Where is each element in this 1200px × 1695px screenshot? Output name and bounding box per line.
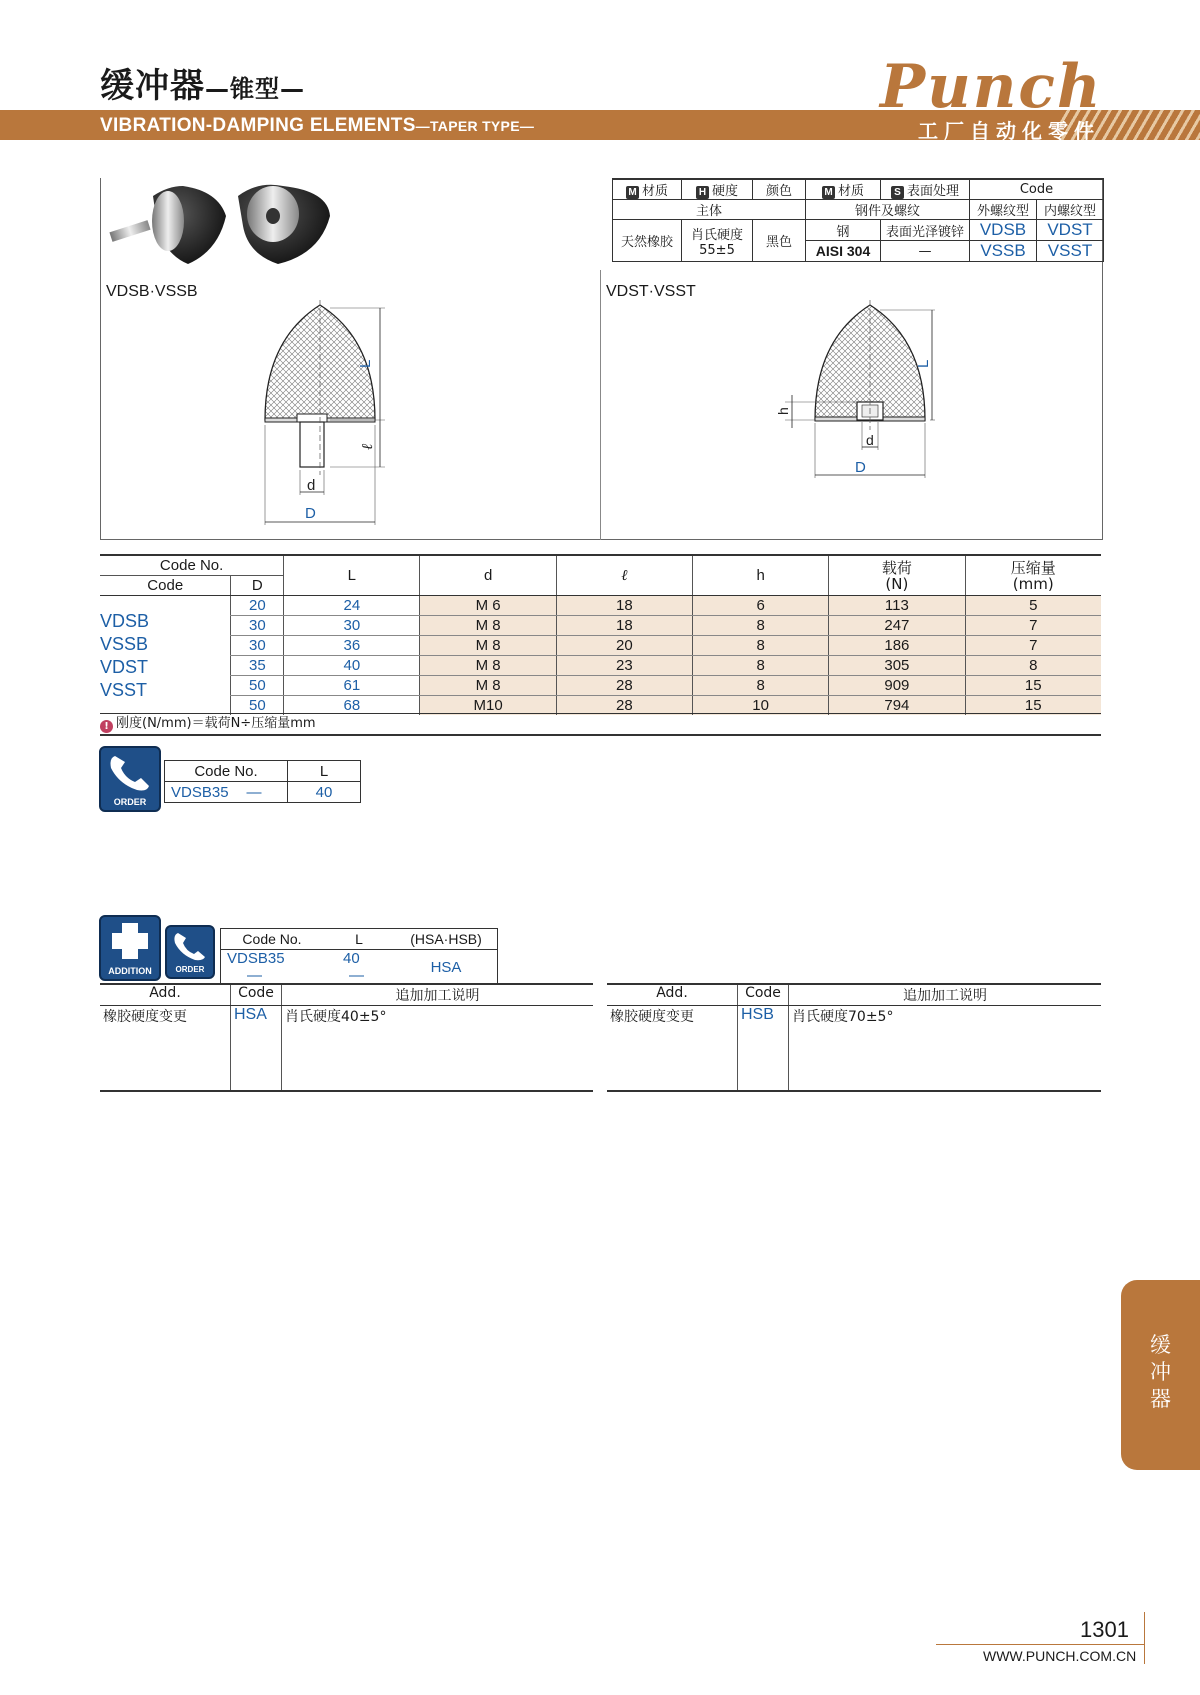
title-cn-sub: —锥型— [205,75,305,103]
website-url: WWW.PUNCH.COM.CN [983,1648,1137,1664]
dims-h-codeno: Code No. [100,555,284,576]
spec-sus: AISI 304 [806,241,881,262]
dims-h-h: h [693,555,829,596]
row-comp: 7 [965,636,1101,656]
spec-h-hardness: H 硬度 [682,179,753,200]
row-D: 30 [231,616,284,636]
row-L: 36 [284,636,420,656]
row-d: M 6 [420,596,556,616]
order-h-L: L [288,761,361,782]
dim-h-right: h [775,407,791,415]
row-L: 30 [284,616,420,636]
add-h-code: Code [231,984,282,1006]
product-photo [108,176,348,266]
order-icon-small [165,925,215,979]
brand-logo-subtitle: 工厂自动化零件 [918,119,1100,143]
title-en-main: VIBRATION-DAMPING ELEMENTS [100,115,416,136]
addition-icon-label: ADDITION [108,966,152,976]
row-L: 61 [284,676,420,696]
spec-h-code: Code [970,179,1104,200]
figure-divider [600,270,601,540]
order-icon-label: ORDER [113,797,147,807]
addition-order-table [220,928,498,985]
row-h: 8 [693,656,829,676]
dim-D-left: D [305,505,316,522]
add-order-L: 40— [323,950,395,985]
code-vdsb: VDSB [100,610,150,631]
side-tab-char: 器 [1150,1387,1171,1411]
row-l: 20 [556,636,692,656]
external-thread-damper-image [109,186,226,264]
row-load: 794 [829,696,965,716]
side-tab-char: 冲 [1150,1360,1171,1384]
row-load: 186 [829,636,965,656]
row-load: 909 [829,676,965,696]
row-L: 68 [284,696,420,716]
brand-logo: Punch [880,52,1103,122]
dims-h-L: L [284,555,420,596]
spec-int-thread: 内螺纹型 [1037,200,1104,220]
add-h-add: Add. [100,984,231,1006]
add-order-h-L: L [323,929,395,950]
add-order-h-codeno: Code No. [221,929,324,950]
spec-code-vdst: VDST [1037,220,1104,241]
spec-h-color: 颜色 [753,179,806,200]
row-l: 18 [556,596,692,616]
code-vdst: VDST [100,656,149,677]
row-comp: 7 [965,616,1101,636]
row-l: 28 [556,676,692,696]
plus-icon [101,917,159,963]
spec-code-vdsb: VDSB [970,220,1037,241]
row-l: 18 [556,616,692,636]
order-icon [99,746,161,812]
order-example-table [164,760,361,803]
row-d: M 8 [420,656,556,676]
title-cn: 缓冲器 [100,66,205,106]
title-en-sub: —TAPER TYPE— [415,118,535,134]
order-code: VDSB35 — [165,782,288,803]
row-D: 20 [231,596,284,616]
addition-icon [99,915,161,981]
row-D: 30 [231,636,284,656]
dims-h-load: 载荷 (N) [829,555,965,596]
row-D: 35 [231,656,284,676]
add-h-desc: 追加加工说明 [789,984,1102,1006]
dims-h-l: ℓ [556,555,692,596]
material-badge-2: M [822,186,835,199]
row-L: 40 [284,656,420,676]
spec-h-material2: M 材质 [806,179,881,200]
page-number: 1301 [1080,1617,1129,1642]
row-h: 6 [693,596,829,616]
row-load: 247 [829,616,965,636]
row-comp: 15 [965,676,1101,696]
spec-plating: 表面光泽镀锌 [881,220,970,241]
row-L: 24 [284,596,420,616]
spec-code-vssb: VSSB [970,241,1037,262]
dims-h-d: d [420,555,556,596]
addition-table-left [100,983,593,1092]
figure-label-internal: VDST·VSST [606,283,696,300]
figure-label-external: VDSB·VSSB [106,283,198,300]
add-item: 橡胶硬度变更 [607,1006,738,1092]
material-spec-table [612,178,1104,262]
spec-rubber: 天然橡胶 [613,220,682,262]
row-d: M10 [420,696,556,716]
spec-h-material: M 材质 [613,179,682,200]
add-item: 橡胶硬度变更 [100,1006,231,1092]
internal-thread-damper-image [238,185,330,264]
row-load: 305 [829,656,965,676]
dimension-table [100,554,1101,715]
note-text: 刚度(N/mm)＝载荷N÷压缩量mm [116,716,316,731]
spec-code-vsst: VSST [1037,241,1104,262]
add-h-code: Code [738,984,789,1006]
add-code-hsb: HSB [738,1006,789,1092]
dim-L-right: L [915,359,932,368]
row-d: M 8 [420,636,556,656]
add-desc: 肖氏硬度40±5° [282,1006,594,1092]
category-side-tab [1121,1280,1200,1470]
code-vssb: VSSB [100,633,149,654]
add-order-hs: HSA [395,950,498,985]
drawing-internal-thread [770,300,950,490]
row-comp: 15 [965,696,1101,716]
spec-main-body: 主体 [613,200,806,220]
spec-h-surface: S 表面处理 [881,179,970,200]
drawing-external-thread [250,300,400,530]
info-icon: ! [100,720,113,733]
dims-h-comp: 压缩量 (mm) [965,555,1101,596]
dims-h-code: Code [100,576,231,596]
spec-steel-thread: 钢件及螺纹 [806,200,970,220]
row-load: 113 [829,596,965,616]
dims-h-D: D [231,576,284,596]
spec-dash: — [881,241,970,262]
row-d: M 8 [420,676,556,696]
order-L: 40 [288,782,361,803]
row-d: M 8 [420,616,556,636]
title-en [100,115,534,137]
phone-icon [101,748,159,796]
order-h-codeno: Code No. [165,761,288,782]
row-h: 10 [693,696,829,716]
footer-line [936,1644,1144,1645]
add-h-add: Add. [607,984,738,1006]
row-h: 8 [693,636,829,656]
spec-color: 黑色 [753,220,806,262]
add-order-h-hs: (HSA·HSB) [395,929,498,950]
dims-code-list [100,596,231,716]
row-comp: 5 [965,596,1101,616]
material-badge: M [626,186,639,199]
stiffness-note [100,713,1101,736]
spec-hardness: 肖氏硬度 55±5 [682,220,753,262]
row-D: 50 [231,696,284,716]
phone-icon [167,927,213,963]
add-h-desc: 追加加工说明 [282,984,594,1006]
code-vsst: VSST [100,679,148,700]
row-l: 28 [556,696,692,716]
dim-D-right: D [855,459,866,476]
row-comp: 8 [965,656,1101,676]
dim-l-left: ℓ [358,443,376,450]
add-desc: 肖氏硬度70±5° [789,1006,1102,1092]
dim-d-left: d [307,477,316,494]
spec-steel: 钢 [806,220,881,241]
row-l: 23 [556,656,692,676]
surface-badge: S [891,186,904,199]
add-code-hsa: HSA [231,1006,282,1092]
row-h: 8 [693,616,829,636]
dim-d-right: d [866,432,874,448]
side-tab-char: 缓 [1150,1333,1171,1357]
footer-vertical-line [1144,1612,1145,1664]
spec-ext-thread: 外螺纹型 [970,200,1037,220]
add-order-code: VDSB35— [221,950,324,985]
hardness-badge: H [696,186,709,199]
row-h: 8 [693,676,829,696]
dim-L-left: L [357,359,374,368]
addition-table-right [607,983,1101,1092]
page-title [100,58,305,107]
order-icon-small-label: ORDER [175,965,205,974]
row-D: 50 [231,676,284,696]
